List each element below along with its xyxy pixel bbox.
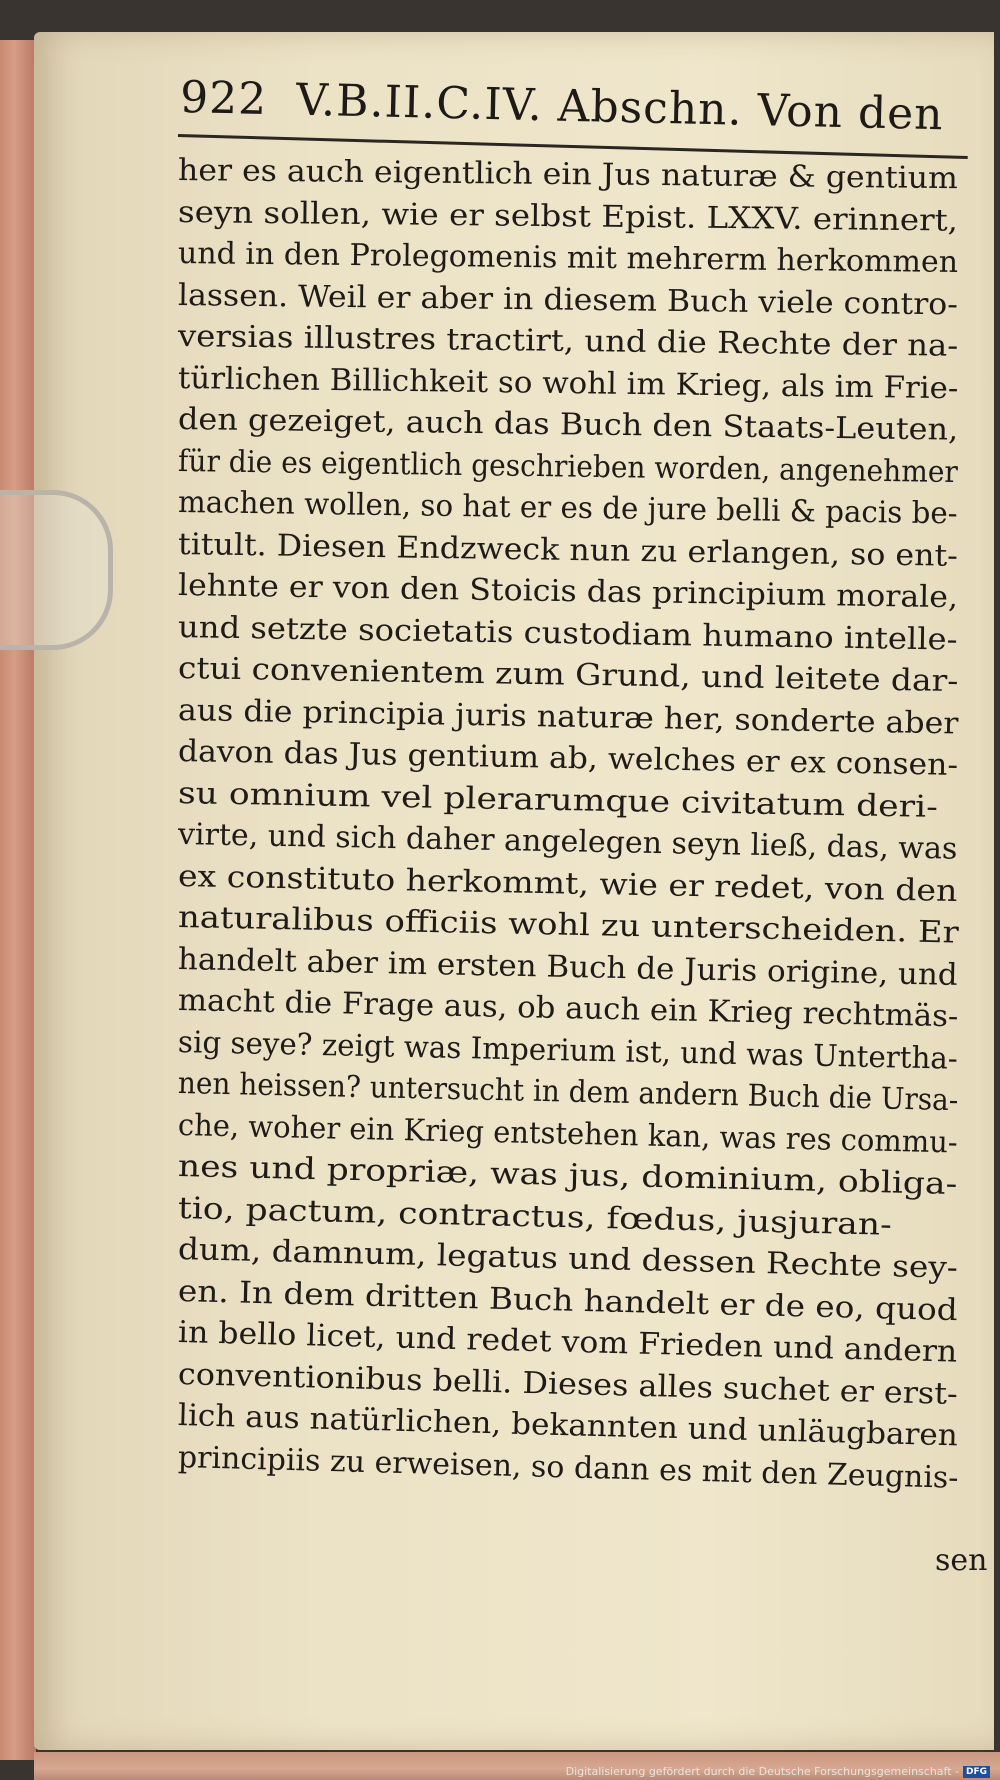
text-line: titult. Diesen Endzweck nun zu erlangen, so ent- <box>177 526 959 574</box>
text-line: nen heissen? untersucht in dem andern Buch die Ursa- <box>177 1066 959 1119</box>
text-line: macht die Frage aus, ob auch ein Krieg rechtmäs- <box>177 983 959 1035</box>
text-line: su omnium vel plerarumque civitatum deri- <box>177 775 939 825</box>
text-line: ctui convenientem zum Grund, und leitete dar- <box>177 651 959 700</box>
text-line: davon das Jus gentium ab, welches er ex consen- <box>177 734 959 783</box>
text-line: conventionibus belli. Dieses alles suchet er erst- <box>177 1356 959 1412</box>
text-line: che, woher ein Krieg entstehen kan, was res commu- <box>177 1107 959 1161</box>
credit-text: Digitalisierung gefördert durch die Deutsche Forschungsgemeinschaft - <box>565 1765 959 1778</box>
dfg-logo: DFG <box>963 1766 990 1778</box>
text-line: und setzte societatis custodiam humano intelle- <box>177 609 958 658</box>
text-line: dum, damnum, legatus und dessen Rechte sey- <box>177 1232 959 1286</box>
text-line: tio, pactum, contractus, fœdus, jusjuran- <box>177 1190 893 1243</box>
text-line: türlichen Billichkeit so wohl im Krieg, als im Frie- <box>177 360 959 406</box>
text-line: für die es eigentlich geschrieben worden, angenehmer <box>177 443 959 490</box>
text-line: und in den Prolegomenis mit mehrerm herkommen <box>177 236 959 280</box>
text-line: principiis zu erweisen, so dann es mit den Zeugnis- <box>177 1439 959 1496</box>
text-line: naturalibus officiis wohl zu unterscheiden. Er <box>177 900 960 951</box>
running-title: V.B.II.C.IV. Abschn. Von den <box>295 74 945 141</box>
text-line: versias illustres tractirt, und die Rechte der na- <box>177 319 959 364</box>
text-line: lassen. Weil er aber in diesem Buch viele contro- <box>177 277 959 322</box>
text-line: ex constituto herkommt, wie er redet, von den <box>177 858 958 909</box>
text-line: den gezeiget, auch das Buch den Staats-Leuten, <box>177 402 959 448</box>
text-line: her es auch eigentlich ein Jus naturæ & gentium <box>177 153 959 197</box>
digitization-credit <box>566 1765 990 1778</box>
body-text <box>177 150 968 1496</box>
text-line: aus die principia juris naturæ her, sonderte aber <box>177 692 959 741</box>
text-line: lich aus natürlichen, bekannten und unläugbaren <box>177 1398 959 1454</box>
text-line: seyn sollen, wie er selbst Epist. LXXV. erinnert, <box>177 194 959 239</box>
catchword: sen <box>935 1543 988 1578</box>
page-clip <box>0 490 113 650</box>
text-line: in bello licet, und redet vom Frieden und andern <box>177 1315 958 1370</box>
text-line: nes und propriæ, was jus, dominium, obliga- <box>177 1149 958 1202</box>
text-line: machen wollen, so hat er es de jure belli & pacis be- <box>177 485 958 532</box>
text-line: sig seye? zeigt was Imperium ist, und was Untertha- <box>177 1024 959 1077</box>
text-line: virte, und sich daher angelegen seyn ließ, das, was <box>177 817 958 867</box>
text-line: en. In dem dritten Buch handelt er de eo, quod <box>177 1273 959 1328</box>
page-number: 922 <box>179 72 268 125</box>
text-line: handelt aber im ersten Buch de Juris origine, und <box>177 941 959 993</box>
page-edges-left <box>0 40 36 1760</box>
text-line: lehnte er von den Stoicis das principium morale, <box>177 568 959 616</box>
